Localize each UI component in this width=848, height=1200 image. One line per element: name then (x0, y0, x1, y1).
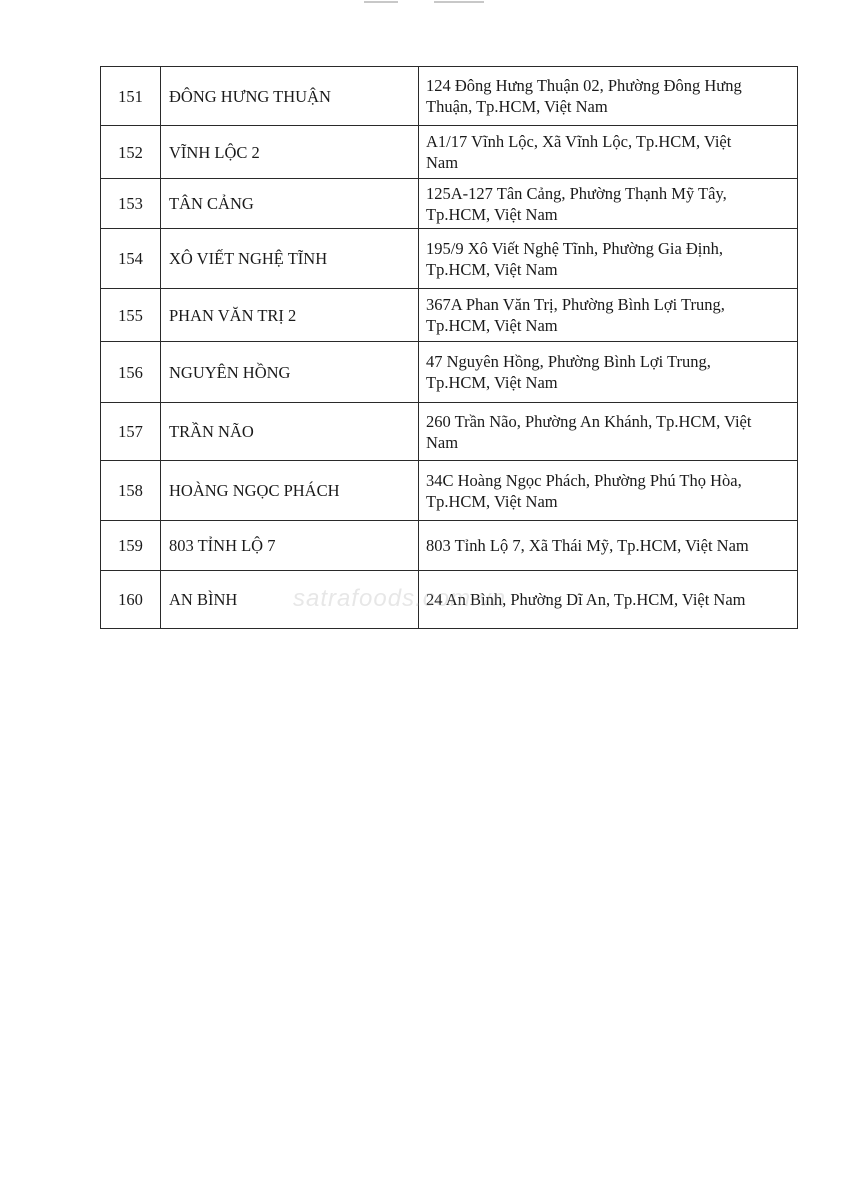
store-name: TÂN CẢNG (161, 179, 419, 229)
store-name: ĐÔNG HƯNG THUẬN (161, 67, 419, 126)
store-name: TRẦN NÃO (161, 403, 419, 461)
table-row (101, 229, 798, 289)
address-line: Tp.HCM, Việt Nam (426, 259, 558, 279)
address-line: 260 Trần Não, Phường An Khánh, Tp.HCM, Việt (426, 411, 752, 431)
store-name: PHAN VĂN TRỊ 2 (161, 289, 419, 342)
address-line: Tp.HCM, Việt Nam (426, 373, 558, 392)
row-number: 153 (101, 179, 161, 229)
watermark: satrafoods.com.vn (293, 585, 507, 612)
table-row (101, 179, 798, 229)
store-address-table (100, 66, 798, 629)
scan-mark (434, 1, 484, 3)
table-row (101, 461, 798, 521)
table-row (101, 126, 798, 179)
address-line: 125A-127 Tân Cảng, Phường Thạnh Mỹ Tây, (426, 183, 727, 203)
table-row (101, 403, 798, 461)
store-address (419, 403, 798, 461)
address-line: 47 Nguyên Hồng, Phường Bình Lợi Trung, (426, 352, 711, 371)
row-number: 154 (101, 229, 161, 289)
address-line: 34C Hoàng Ngọc Phách, Phường Phú Thọ Hòa, (426, 470, 742, 490)
row-number: 159 (101, 521, 161, 571)
store-address (419, 461, 798, 521)
store-name: XÔ VIẾT NGHỆ TĨNH (161, 229, 419, 289)
scan-mark (364, 1, 398, 3)
address-line: 124 Đông Hưng Thuận 02, Phường Đông Hưng (426, 76, 742, 95)
store-name: HOÀNG NGỌC PHÁCH (161, 461, 419, 521)
store-name: AN BÌNH (161, 571, 419, 629)
row-number: 155 (101, 289, 161, 342)
address-line: 367A Phan Văn Trị, Phường Bình Lợi Trung, (426, 295, 725, 314)
store-address (419, 67, 798, 126)
store-name: NGUYÊN HỒNG (161, 342, 419, 403)
row-number: 160 (101, 571, 161, 629)
store-address (419, 179, 798, 229)
table-row (101, 67, 798, 126)
store-address (419, 571, 798, 629)
row-number: 157 (101, 403, 161, 461)
row-number: 156 (101, 342, 161, 403)
address-line: A1/17 Vĩnh Lộc, Xã Vĩnh Lộc, Tp.HCM, Việt (426, 132, 732, 151)
store-address (419, 521, 798, 571)
store-name: 803 TỈNH LỘ 7 (161, 521, 419, 571)
address-line: Tp.HCM, Việt Nam (426, 204, 558, 224)
address-line: Nam (426, 153, 459, 172)
store-address (419, 126, 798, 179)
row-number: 158 (101, 461, 161, 521)
row-number: 152 (101, 126, 161, 179)
address-line: Nam (426, 432, 459, 452)
store-address (419, 229, 798, 289)
address-line: Tp.HCM, Việt Nam (426, 316, 558, 335)
address-line: 24 An Bình, Phường Dĩ An, Tp.HCM, Việt Nam (426, 590, 746, 609)
address-line: Tp.HCM, Việt Nam (426, 491, 558, 511)
store-name: VĨNH LỘC 2 (161, 126, 419, 179)
store-address (419, 289, 798, 342)
store-address (419, 342, 798, 403)
row-number: 151 (101, 67, 161, 126)
table-row (101, 289, 798, 342)
address-line: 195/9 Xô Viết Nghệ Tĩnh, Phường Gia Định, (426, 238, 724, 258)
scan-artifact-marks (360, 0, 500, 6)
address-line: Thuận, Tp.HCM, Việt Nam (426, 97, 608, 116)
address-line: 803 Tỉnh Lộ 7, Xã Thái Mỹ, Tp.HCM, Việt Nam (426, 536, 749, 555)
table-row (101, 342, 798, 403)
table-row (101, 521, 798, 571)
table-row (101, 571, 798, 629)
